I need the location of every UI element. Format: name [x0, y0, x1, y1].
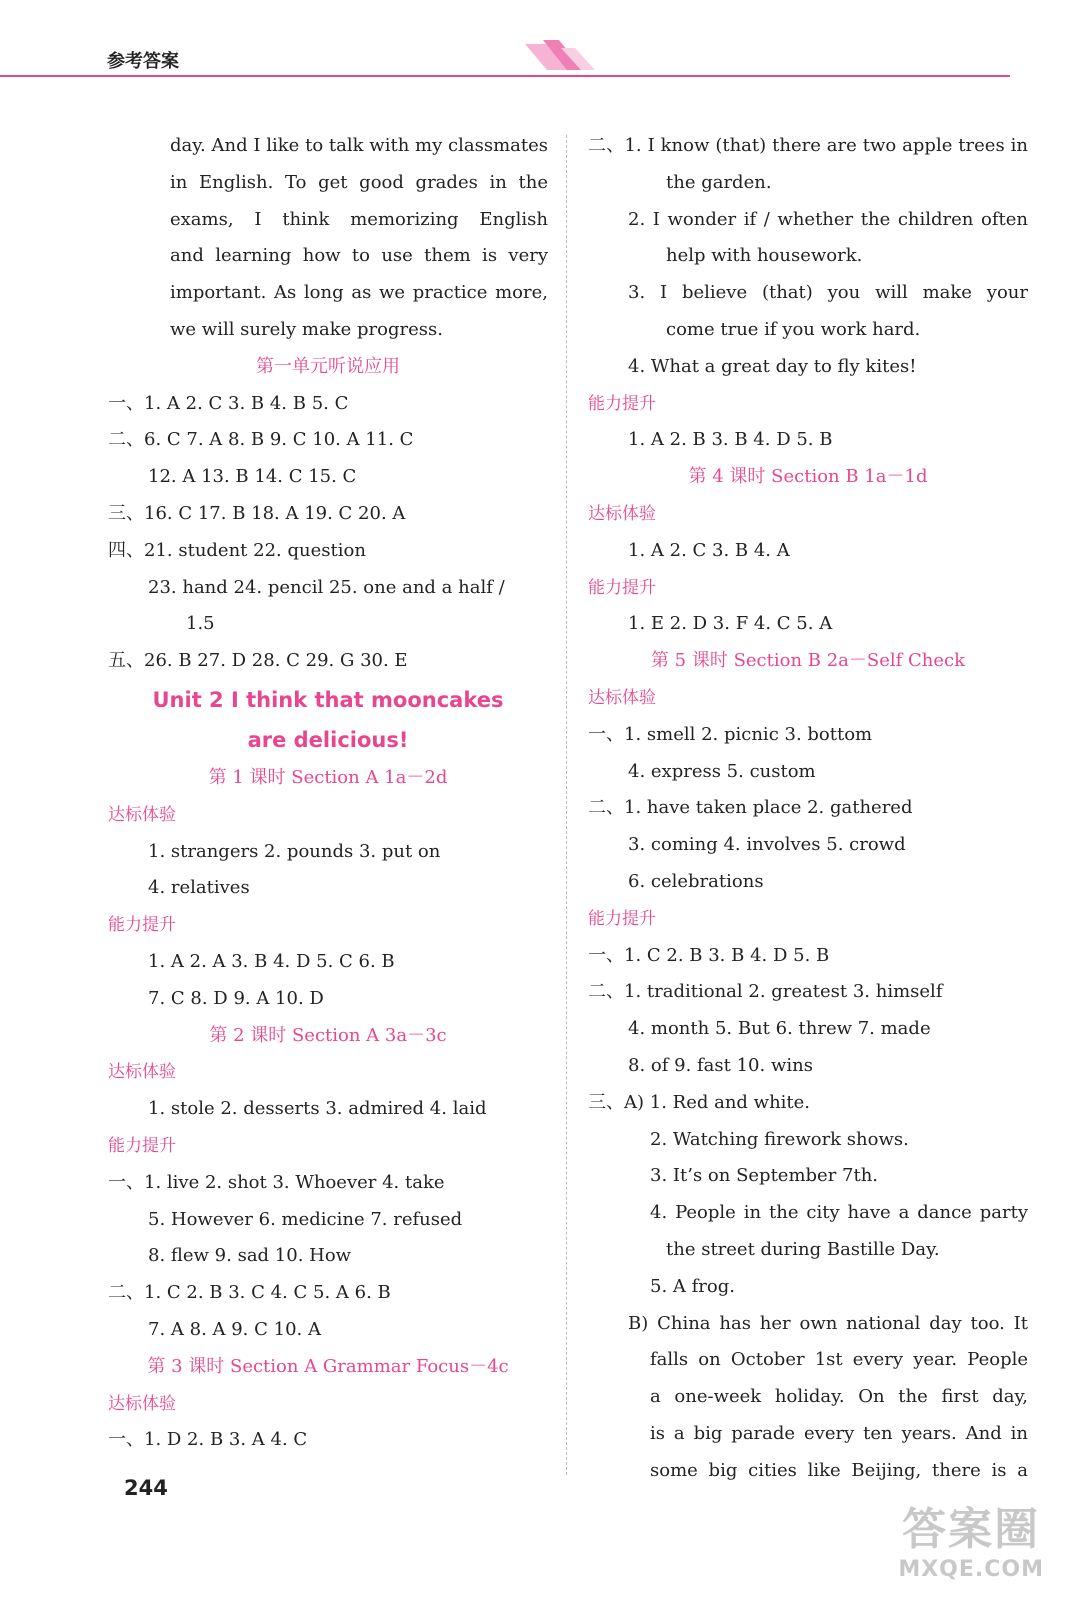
answer-line: 23. hand 24. pencil 25. one and a half / [148, 576, 505, 598]
section-heading: 第 4 课时 Section B 1a－1d [688, 466, 928, 488]
column-divider [566, 135, 567, 1475]
watermark-chinese: 答案圈 [902, 1504, 1041, 1555]
answer-line: a one-week holiday. On the first day, [650, 1386, 1028, 1408]
watermark [898, 1493, 1044, 1582]
answer-line: and learning how to use them is very [170, 245, 548, 267]
answer-line: 1. A 2. A 3. B 4. D 5. C 6. B [148, 950, 395, 972]
answer-line: 7. A 8. A 9. C 10. A [148, 1318, 321, 1340]
answer-line: 4. relatives [148, 877, 250, 899]
answer-line: important. As long as we practice more, [170, 282, 548, 304]
answer-line: B) China has her own national day too. It [628, 1312, 1028, 1334]
answer-line: exams, I think memorizing English [170, 208, 548, 230]
answer-line: we will surely make progress. [170, 318, 443, 340]
exercise-label: 能力提升 [108, 1135, 176, 1156]
answer-line: 4. People in the city have a dance party [650, 1202, 1028, 1224]
answer-line: 一、1. D 2. B 3. A 4. C [108, 1429, 308, 1451]
exercise-label: 达标体验 [108, 1393, 176, 1414]
answer-line: 二、6. C 7. A 8. B 9. C 10. A 11. C [108, 429, 414, 451]
answer-line: 1. A 2. C 3. B 4. A [628, 539, 790, 561]
answer-line: 5. A frog. [650, 1275, 735, 1297]
answer-line: 二、1. have taken place 2. gathered [588, 797, 913, 819]
header-rule [0, 75, 1010, 77]
answer-line: 3. I believe (that) you will make your [628, 282, 1028, 304]
answer-line: 1. A 2. B 3. B 4. D 5. B [628, 429, 833, 451]
exercise-label: 能力提升 [588, 908, 656, 929]
answer-line: come true if you work hard. [666, 318, 921, 340]
answer-line: help with housework. [666, 245, 863, 267]
answer-line: in English. To get good grades in the [170, 171, 548, 193]
watermark-domain: MXQE.COM [898, 1557, 1044, 1582]
exercise-label: 达标体验 [108, 804, 176, 825]
answer-line: 5. However 6. medicine 7. refused [148, 1208, 463, 1230]
answer-line: 一、1. live 2. shot 3. Whoever 4. take [108, 1171, 445, 1193]
answer-line: 一、1. smell 2. picnic 3. bottom [588, 723, 873, 745]
page-header [0, 0, 1072, 80]
answer-line: day. And I like to talk with my classmates [170, 135, 548, 156]
section-heading: 第 3 课时 Section A Grammar Focus－4c [147, 1355, 509, 1377]
left-column [108, 128, 548, 1459]
answer-line: 6. celebrations [628, 870, 764, 892]
header-title: 参考答案 [107, 51, 179, 72]
answer-line: 8. of 9. fast 10. wins [628, 1054, 813, 1076]
answer-line: 二、1. C 2. B 3. C 4. C 5. A 6. B [108, 1282, 391, 1304]
exercise-label: 达标体验 [588, 687, 656, 708]
answer-line: the street during Bastille Day. [666, 1238, 940, 1260]
exercise-label: 能力提升 [588, 393, 656, 414]
answer-line: is a big parade every ten years. And in [650, 1422, 1028, 1444]
exercise-label: 能力提升 [588, 577, 656, 598]
answer-line: 4. month 5. But 6. threw 7. made [628, 1018, 931, 1040]
section-heading: 第 1 课时 Section A 1a－2d [208, 766, 448, 788]
section-heading: 第 2 课时 Section A 3a－3c [209, 1024, 447, 1046]
answer-line: 1.5 [186, 613, 215, 635]
unit-title: Unit 2 I think that mooncakes [152, 687, 504, 712]
answer-line: 二、1. traditional 2. greatest 3. himself [588, 981, 943, 1003]
exercise-label: 达标体验 [108, 1062, 176, 1083]
answer-line: 一、1. C 2. B 3. B 4. D 5. B [588, 944, 830, 966]
answer-line: 1. strangers 2. pounds 3. put on [148, 840, 441, 862]
answer-line: 四、21. student 22. question [108, 539, 366, 561]
answer-line: 7. C 8. D 9. A 10. D [148, 987, 324, 1009]
right-column [588, 128, 1028, 1489]
answer-line: 3. coming 4. involves 5. crowd [628, 834, 906, 856]
answer-line: the garden. [666, 171, 772, 193]
answer-line: 3. It’s on September 7th. [650, 1165, 879, 1187]
answer-line: 一、1. A 2. C 3. B 4. B 5. C [108, 392, 349, 414]
answer-line: 1. stole 2. desserts 3. admired 4. laid [148, 1098, 487, 1120]
section-heading: 第 5 课时 Section B 2a－Self Check [650, 650, 966, 672]
answer-line: falls on October 1st every year. People [650, 1349, 1028, 1371]
answer-line: 2. I wonder if / whether the children often [628, 208, 1028, 230]
unit-title: are delicious! [247, 727, 409, 752]
answer-line: 2. Watching firework shows. [650, 1128, 909, 1150]
page-number: 244 [124, 1476, 168, 1500]
answer-line: 4. What a great day to fly kites! [628, 355, 917, 377]
section-heading: 第一单元听说应用 [256, 355, 400, 377]
answer-line: 8. flew 9. sad 10. How [148, 1245, 352, 1267]
answer-line: 12. A 13. B 14. C 15. C [148, 466, 357, 488]
header-decoration-icon [525, 40, 595, 74]
answer-line: 4. express 5. custom [628, 760, 816, 782]
answer-line: some big cities like Beijing, there is a [650, 1459, 1028, 1481]
answer-line: 三、A) 1. Red and white. [588, 1091, 811, 1113]
answer-line: 二、1. I know (that) there are two apple trees in [588, 135, 1028, 156]
answer-line: 1. E 2. D 3. F 4. C 5. A [628, 613, 833, 635]
answer-line: 三、16. C 17. B 18. A 19. C 20. A [108, 502, 406, 524]
exercise-label: 能力提升 [108, 915, 176, 936]
exercise-label: 达标体验 [588, 503, 656, 524]
answer-line: 五、26. B 27. D 28. C 29. G 30. E [108, 650, 408, 672]
